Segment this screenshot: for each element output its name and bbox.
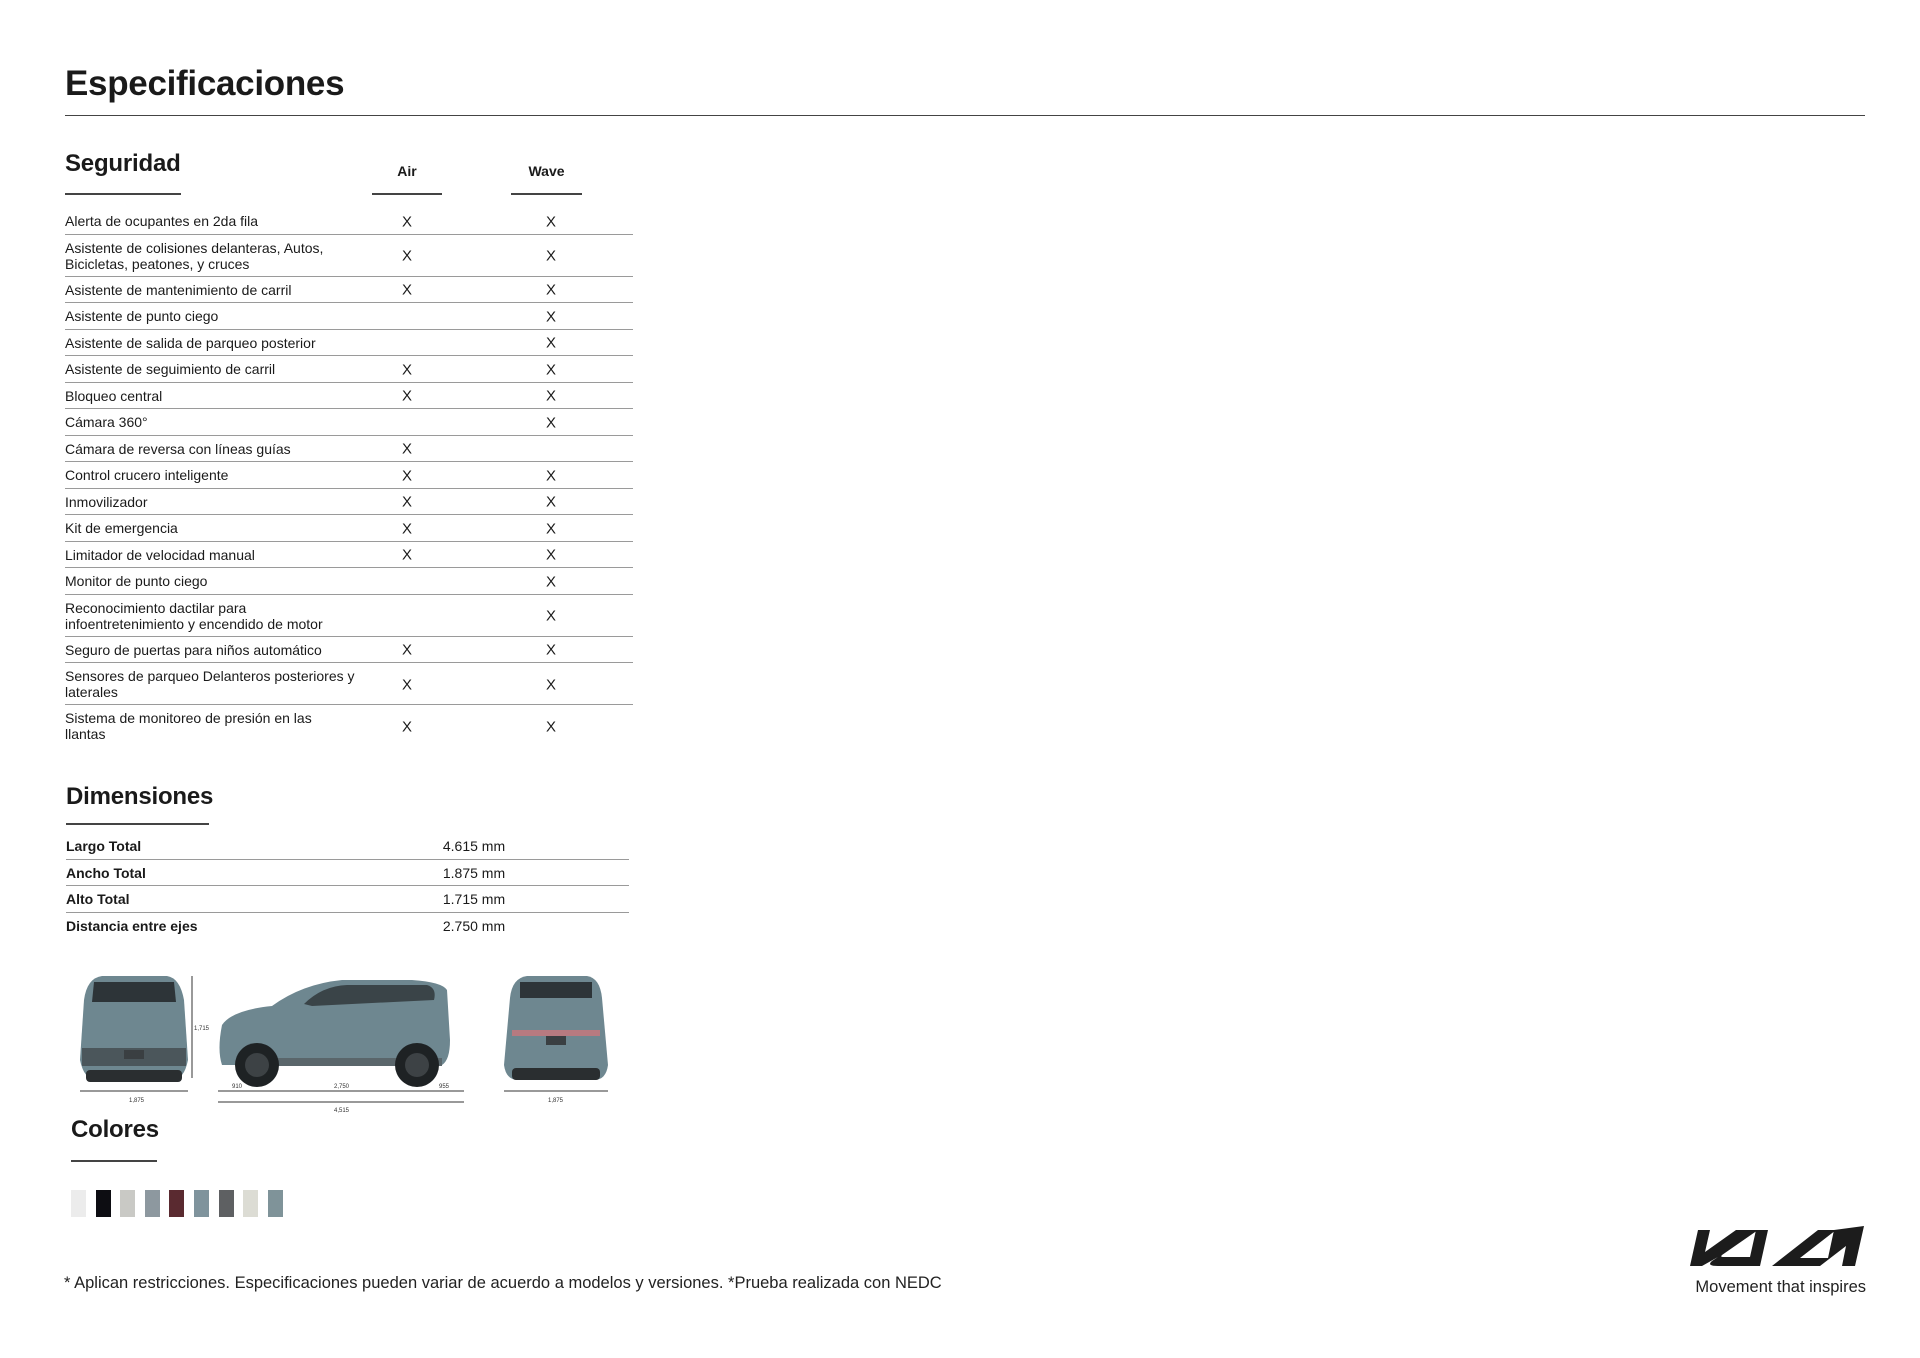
air-check-mark: X (401, 493, 412, 511)
table-row (65, 595, 633, 637)
dim-front-overhang-label: 910 (232, 1084, 243, 1090)
feature-label: Seguro de puertas para niños automático (65, 641, 322, 658)
title-divider (65, 115, 1865, 116)
wave-check-mark: X (545, 361, 556, 379)
dimension-value: 2.750 mm (442, 917, 506, 934)
wave-check-mark: X (545, 387, 556, 405)
page-title: Especificaciones (65, 64, 345, 103)
wave-check-mark: X (545, 607, 556, 625)
feature-label: Asistente de mantenimiento de carril (65, 281, 292, 298)
air-check-mark: X (401, 247, 412, 265)
table-row (65, 663, 633, 705)
feature-label: Inmovilizador (65, 493, 148, 510)
color-swatch[interactable] (71, 1190, 86, 1217)
feature-label: Alerta de ocupantes en 2da fila (65, 213, 259, 229)
color-swatch[interactable] (96, 1190, 111, 1217)
feature-label: Asistente de colisiones delanteras, Autos, Bicicletas, peatones, y cruces (65, 239, 324, 272)
dimension-label: Alto Total (66, 891, 130, 907)
wave-check-mark: X (545, 520, 556, 538)
dim-height-label: 1,715 (194, 1026, 210, 1032)
dimension-value: 4.615 mm (442, 838, 506, 854)
table-row (65, 356, 633, 383)
color-swatch[interactable] (120, 1190, 135, 1217)
wave-check-mark: X (545, 546, 556, 564)
dim-front-width-label: 1,875 (129, 1098, 145, 1104)
feature-label: Asistente de punto ciego (65, 308, 219, 324)
feature-label: Reconocimiento dactilar para infoentretenimiento y encendido de motor (65, 599, 323, 632)
color-swatch[interactable] (194, 1190, 209, 1217)
dimension-value: 1.715 mm (442, 891, 506, 907)
table-row (65, 235, 633, 277)
feature-label: Asistente de seguimiento de carril (65, 361, 276, 377)
feature-label: Bloqueo central (65, 387, 163, 404)
car-front-view (80, 976, 188, 1082)
air-check-mark: X (401, 641, 412, 659)
column-header-wave: Wave (528, 163, 565, 179)
color-swatch[interactable] (268, 1190, 283, 1217)
air-check-mark: X (401, 520, 412, 538)
air-check-mark: X (401, 387, 412, 405)
wave-underline (511, 193, 582, 195)
dim-wheelbase-label: 2,750 (334, 1084, 350, 1090)
wave-check-mark: X (545, 308, 556, 326)
feature-label: Sensores de parqueo Delanteros posteriores y laterales (65, 668, 355, 700)
table-row (65, 489, 633, 516)
wave-check-mark: X (545, 334, 556, 352)
air-check-mark: X (401, 675, 412, 693)
car-dimensions-diagram (72, 970, 632, 1115)
color-swatch[interactable] (169, 1190, 184, 1217)
table-row (65, 277, 633, 304)
table-row (65, 705, 633, 747)
air-check-mark: X (401, 718, 412, 736)
air-check-mark: X (401, 467, 412, 485)
wave-check-mark: X (545, 281, 556, 299)
column-header-air: Air (397, 163, 417, 179)
wave-check-mark: X (545, 414, 556, 432)
feature-label: Monitor de punto ciego (65, 573, 208, 589)
table-row (65, 542, 633, 569)
dimensiones-table (66, 833, 629, 939)
color-swatch[interactable] (145, 1190, 160, 1217)
table-row (65, 383, 633, 410)
seguridad-underline (65, 193, 181, 195)
air-check-mark: X (401, 440, 412, 458)
car-rear-view (504, 976, 608, 1080)
air-check-mark: X (401, 546, 412, 564)
dimension-label: Ancho Total (66, 864, 146, 881)
seguridad-heading: Seguridad (65, 150, 181, 177)
kia-logo (1688, 1222, 1866, 1270)
dim-rear-width-label: 1,875 (548, 1098, 564, 1104)
wave-check-mark: X (545, 493, 556, 511)
feature-label: Kit de emergencia (65, 520, 178, 536)
feature-label: Cámara de reversa con líneas guías (65, 440, 291, 457)
feature-label: Control crucero inteligente (65, 467, 229, 483)
table-row (65, 436, 633, 463)
dim-rear-overhang-label: 955 (439, 1084, 450, 1090)
seguridad-table (65, 208, 633, 747)
wave-check-mark: X (545, 675, 556, 693)
wave-check-mark: X (545, 718, 556, 736)
wave-check-mark: X (545, 641, 556, 659)
air-check-mark: X (401, 213, 412, 231)
colores-heading: Colores (71, 1116, 159, 1143)
feature-label: Sistema de monitoreo de presión en las llantas (65, 710, 312, 742)
feature-label: Cámara 360° (65, 414, 148, 430)
table-row (65, 303, 633, 330)
dimension-label: Distancia entre ejes (66, 917, 198, 934)
air-underline (372, 193, 442, 195)
wave-check-mark: X (545, 213, 556, 231)
color-swatch[interactable] (243, 1190, 258, 1217)
dim-length-label: 4,515 (334, 1108, 350, 1114)
color-swatch[interactable] (219, 1190, 234, 1217)
dimension-value: 1.875 mm (442, 864, 506, 881)
dimension-label: Largo Total (66, 838, 142, 854)
wave-check-mark: X (545, 573, 556, 591)
feature-label: Asistente de salida de parqueo posterior (65, 334, 316, 351)
car-side-view (220, 980, 451, 1087)
table-row (65, 462, 633, 489)
dimension-row (66, 886, 629, 913)
table-row (65, 568, 633, 595)
table-row (65, 637, 633, 664)
colores-underline (71, 1160, 157, 1162)
dimension-row (66, 913, 629, 940)
dimensiones-underline (66, 823, 209, 825)
dimension-row (66, 833, 629, 860)
table-row (65, 515, 633, 542)
dimension-row (66, 860, 629, 887)
dimensiones-heading: Dimensiones (66, 783, 214, 810)
wave-check-mark: X (545, 467, 556, 485)
footer-disclaimer: * Aplican restricciones. Especificaciones pueden variar de acuerdo a modelos y versiones. *Prueba realizada con NEDC (64, 1274, 942, 1292)
table-row (65, 330, 633, 357)
air-check-mark: X (401, 281, 412, 299)
brand-tagline: Movement that inspires (1695, 1278, 1866, 1296)
air-check-mark: X (401, 361, 412, 379)
table-row (65, 208, 633, 235)
wave-check-mark: X (545, 247, 556, 265)
table-row (65, 409, 633, 436)
feature-label: Limitador de velocidad manual (65, 546, 255, 563)
